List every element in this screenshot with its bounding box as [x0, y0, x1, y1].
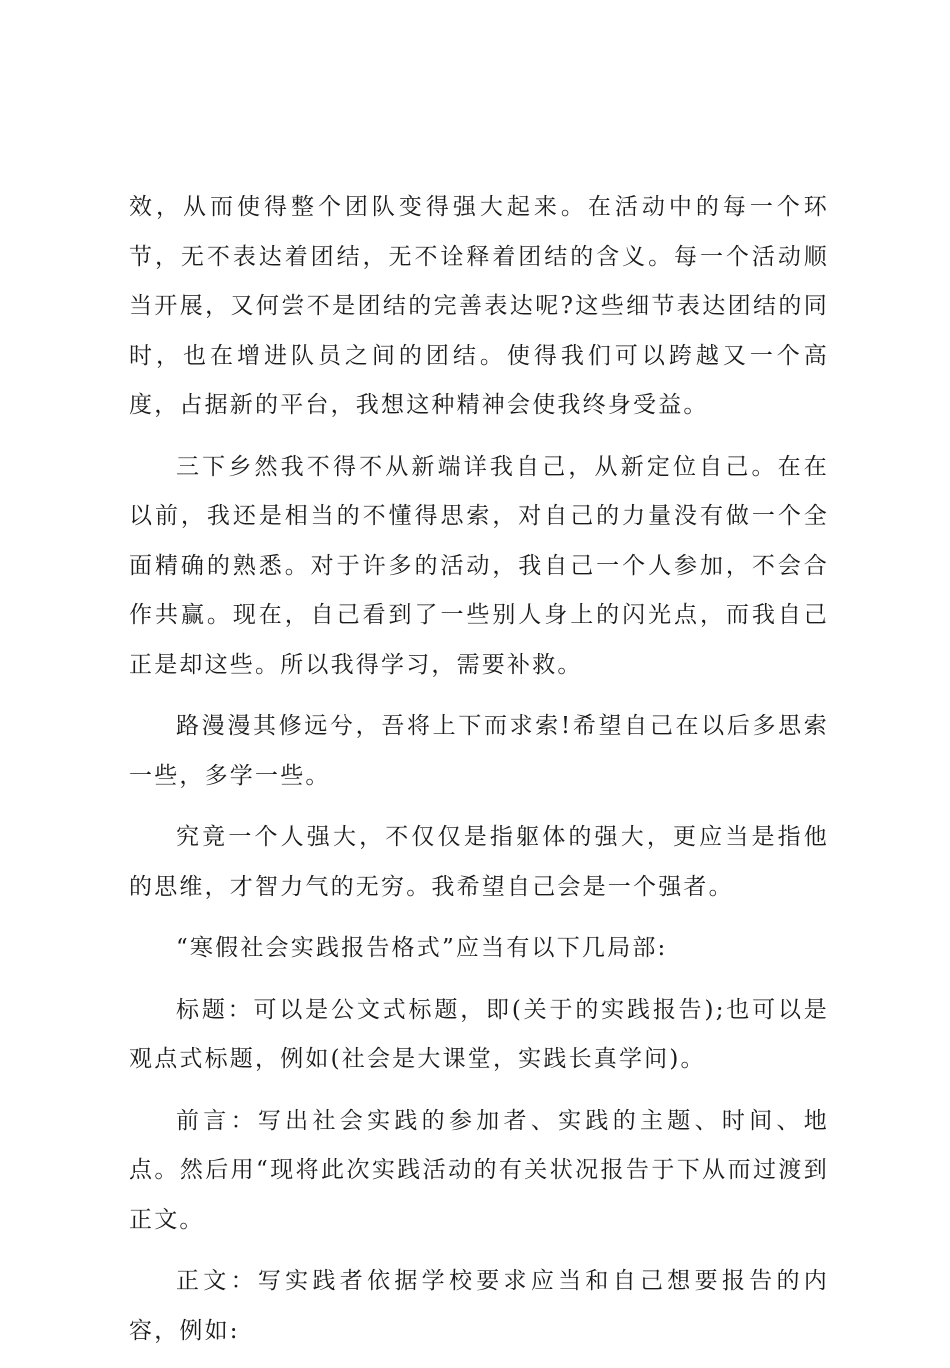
paragraph: 标题：可以是公文式标题，即(关于的实践报告);也可以是观点式标题，例如(社会是大课堂，实践长真学问)。 — [129, 996, 829, 1072]
paragraph: 究竟一个人强大，不仅仅是指躯体的强大，更应当是指他的思维，才智力气的无穷。我希望自己会是一个强者。 — [129, 824, 829, 900]
document-body — [129, 183, 829, 1368]
paragraph: 正文：写实践者依据学校要求应当和自己想要报告的内容，例如: — [129, 1268, 829, 1344]
paragraph: “寒假社会实践报告格式”应当有以下几局部: — [176, 935, 668, 961]
paragraph: 效，从而使得整个团队变得强大起来。在活动中的每一个环节，无不表达着团结，无不诠释着团结的含义。每一个活动顺当开展，又何尝不是团结的完善表达呢?这些细节表达团结的同时，也在增进队员之间的团结。使得我们可以跨越又一个高度，占据新的平台，我想这种精神会使我终身受益。 — [129, 194, 829, 418]
paragraph: 路漫漫其修远兮，吾将上下而求索!希望自己在以后多思索一些，多学一些。 — [129, 713, 829, 789]
paragraph: 三下乡然我不得不从新端详我自己，从新定位自己。在在以前，我还是相当的不懂得思索，对自己的力量没有做一个全面精确的熟悉。对于许多的活动，我自己一个人参加，不会合作共赢。现在，自己看到了一些别人身上的闪光点，而我自己正是却这些。所以我得学习，需要补救。 — [129, 453, 829, 678]
paragraph: 前言：写出社会实践的参加者、实践的主题、时间、地点。然后用“现将此次实践活动的有关状况报告于下从而过渡到正文。 — [129, 1107, 829, 1233]
